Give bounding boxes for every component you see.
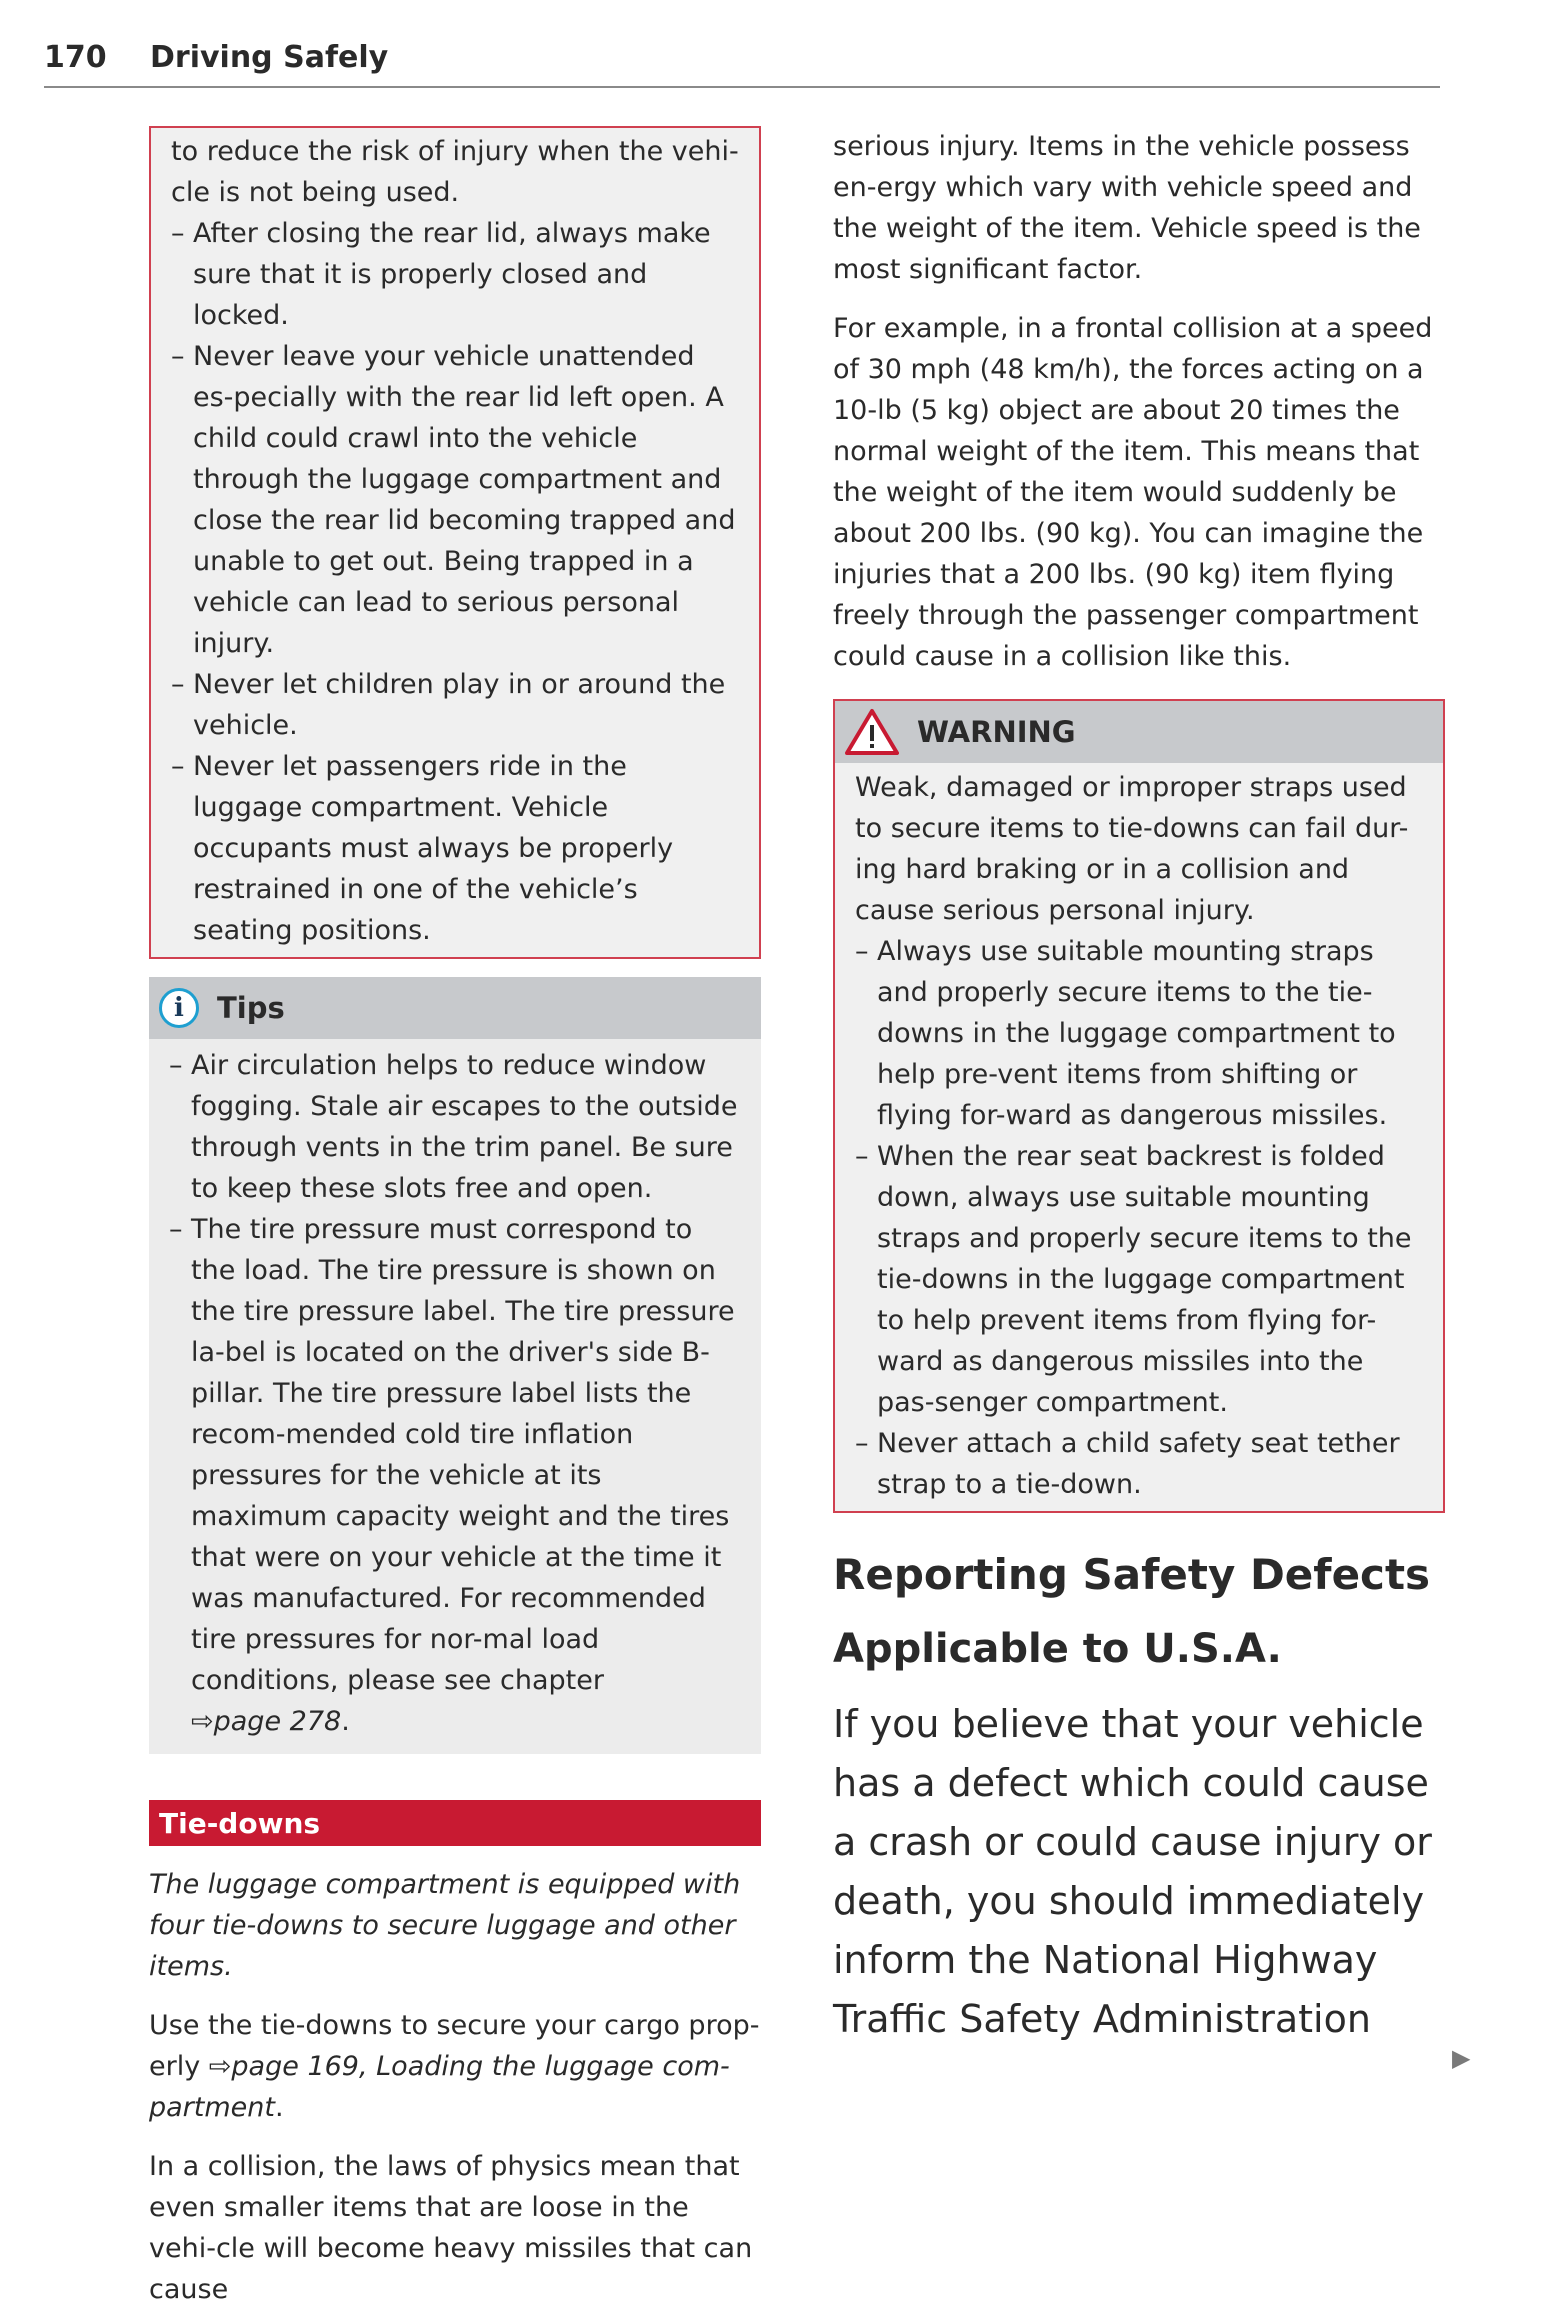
tips-box [149, 977, 761, 1754]
tips-body [149, 1039, 761, 1754]
warning-continued-box [149, 126, 761, 959]
list-item: – Always use suitable mounting straps and properly secure items to the tie-downs in the luggage compartment to help pre-vent items from shifting or flying for-ward as dangerous missiles. [855, 931, 1423, 1136]
warning-intro: Weak, damaged or improper straps used to secure items to tie-downs can fail dur-ing hard braking or in a collision and cause serious personal injury. [855, 772, 1409, 926]
warning-triangle-icon [845, 708, 899, 756]
right-column [833, 126, 1445, 2049]
link-arrow-icon: ⇨ [191, 1706, 214, 1737]
paragraph: serious injury. Items in the vehicle possess en-ergy which vary with vehicle speed and the weight of the item. Vehicle speed is the most significant factor. [833, 131, 1421, 285]
tips-title: Tips [217, 991, 285, 1025]
section-heading-reporting: Reporting Safety Defects [833, 1550, 1431, 1599]
page-link[interactable]: page 169, Loading the luggage com-partment [149, 2051, 730, 2123]
list-item: – Never let passengers ride in the luggage compartment. Vehicle occupants must always be properly restrained in one of the vehicle’s seating positions. [171, 746, 739, 951]
list-item [169, 1209, 741, 1742]
warning-header [835, 701, 1443, 763]
list-item: – After closing the rear lid, always make sure that it is properly closed and locked. [171, 213, 739, 336]
paragraph [149, 2005, 761, 2128]
page-header [44, 40, 1440, 88]
tip-text: The tire pressure must correspond to the load. The tire pressure is shown on the tire pressure label. The tire pressure la-bel is located on the driver's side B-pillar. The tire pressure label lists the recom-mended cold tire inflation pressures for the vehicle at its maximum capacity weight and the tires that were on your vehicle at the time it was manufactured. For recommended tire pressures for nor-mal load conditions, please see chapter [191, 1214, 735, 1696]
link-suffix: . [274, 2092, 284, 2123]
reporting-text: If you believe that your vehicle has a defect which could cause a crash or could cause injury or death, you should immediately inform the National Highway Traffic Safety Administration [833, 1702, 1432, 2041]
chapter-title: Driving Safely [150, 40, 389, 75]
left-column [149, 126, 761, 2310]
warning-title: WARNING [917, 715, 1076, 749]
paragraph-text: Use the tie-downs to secure your cargo prop-erly [149, 2010, 760, 2082]
list-item: – When the rear seat backrest is folded down, always use suitable mounting straps and properly secure items to the tie-downs in the luggage compartment to help prevent items from flying for-ward as dangerous missiles into the pas-senger compartment. [855, 1136, 1423, 1423]
paragraph: For example, in a frontal collision at a speed of 30 mph (48 km/h), the forces acting on a 10-lb (5 kg) object are about 20 times the normal weight of the item. This means that the weight of the item would suddenly be about 200 lbs. (90 kg). You can imagine the injuries that a 200 lbs. (90 kg) item flying freely through the passenger compartment could cause in a collision like this. [833, 313, 1433, 672]
list-item: – Never let children play in or around the vehicle. [171, 664, 739, 746]
section-intro: The luggage compartment is equipped with four tie-downs to secure luggage and other items. [149, 1869, 741, 1982]
list-item: – Never leave your vehicle unattended es-pecially with the rear lid left open. A child could crawl into the vehicle through the luggage compartment and close the rear lid becoming trapped and unable to get out. Being trapped in a vehicle can lead to serious personal injury. [171, 336, 739, 664]
tips-list [169, 1045, 741, 1742]
subheading-applicable: Applicable to U.S.A. [833, 1626, 1282, 1672]
section-heading-tie-downs: Tie-downs [149, 1800, 761, 1846]
info-icon: i [159, 988, 199, 1028]
list-item: – Never attach a child safety seat tether strap to a tie-down. [855, 1423, 1423, 1505]
continue-arrow-icon: ▶ [1452, 2044, 1471, 2072]
tips-header [149, 977, 761, 1039]
warning-box [833, 699, 1445, 1513]
page-link[interactable]: page 278 [213, 1706, 342, 1737]
paragraph: In a collision, the laws of physics mean that even smaller items that are loose in the vehi-cle will become heavy missiles that can cause [149, 2151, 753, 2305]
warning-body [835, 763, 1443, 1511]
list-item: – Air circulation helps to reduce window fogging. Stale air escapes to the outside through vents in the trim panel. Be sure to keep these slots free and open. [169, 1045, 741, 1209]
warning-continued-list [171, 213, 739, 951]
warning-continued-intro: to reduce the risk of injury when the vehi-cle is not being used. [171, 136, 739, 208]
link-arrow-icon: ⇨ [208, 2051, 232, 2082]
warning-list [855, 931, 1423, 1505]
link-suffix: . [341, 1706, 350, 1737]
page-number: 170 [44, 40, 107, 75]
